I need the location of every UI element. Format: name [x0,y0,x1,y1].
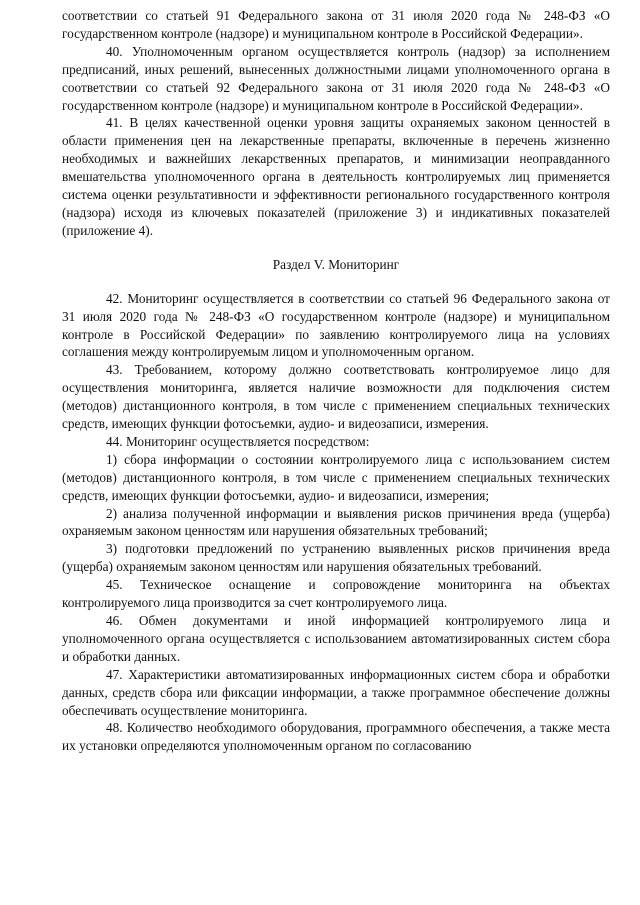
paragraph-48: 48. Количество необходимого оборудования, программного обеспечения, а также места их установки определяются уполномоченным органом по согласованию [62,720,610,754]
paragraph-44: 44. Мониторинг осуществляется посредством: [106,433,370,449]
section-heading: Раздел V. Мониторинг [272,256,400,272]
paragraph-43: 43. Требованием, которому должно соответствовать контролируемое лицо для осуществления мониторинга, является наличие возможности для подключения систем (методов) дистанционного контроля, в том числе с применением специальных технических средств, имеющих функции фотосъемки, аудио- и видеозаписи, измерения. [62,362,610,432]
paragraph-46: 46. Обмен документами и иной информацией контролируемого лица и уполномоченного органа осуществляется с использованием автоматизированных систем сбора и обработки данных. [62,613,610,664]
list-item-1: 1) сбора информации о состоянии контролируемого лица с использованием систем (методов) дистанционного контроля, в том числе с применением специальных технических средств, имеющих функции фотосъемки, аудио- и видеозаписи, измерения; [62,451,610,503]
paragraph-42: 42. Мониторинг осуществляется в соответствии со статьей 96 Федерального закона от 31 июля 2020 года № 248-ФЗ «О государственном контроле (надзоре) и муниципальном контроле в Российской Федерации» по заявлению контролируемого лица на условиях соглашения между контролируемым лицом и уполномоченным органом. [62,290,610,360]
paragraph-40: 40. Уполномоченным органом осуществляется контроль (надзор) за исполнением предписаний, иных решений, вынесенных должностными лицами уполномоченного органа в соответствии со статьей 92 Федерального закона от 31 июля 2020 года № 248-ФЗ «О государственном контроле (надзоре) и муниципальном контроле в Российской Федерации». [62,43,610,113]
paragraph-continuation: соответствии со статьей 91 Федерального закона от 31 июля 2020 года № 248-ФЗ «О государственном контроле (надзоре) и муниципальном контроле в Российской Федерации». [62,8,610,41]
list-item-3: 3) подготовки предложений по устранению выявленных рисков причинения вреда (ущерба) охраняемым законом ценностям или нарушения обязательных требований. [62,541,610,575]
paragraph-45: 45. Техническое оснащение и сопровождение мониторинга на объектах контролируемого лица производится за счет контролируемого лица. [62,577,610,611]
list-item-2: 2) анализа полученной информации и выявления рисков причинения вреда (ущерба) охраняемым законом ценностям или нарушения обязательных требований; [62,505,610,539]
paragraph-41: 41. В целях качественной оценки уровня защиты охраняемых законом ценностей в области применения цен на лекарственные препараты, включенные в перечень жизненно необходимых и важнейших лекарственных препаратов, и минимизации неоправданного вмешательства уполномоченного органа в деятельность контролируемых лиц применяется система оценки результативности и эффективности регионального государственного контроля (надзора) исходя из ключевых показателей (приложение 3) и индикативных показателей (приложение 4). [62,115,610,238]
paragraph-47: 47. Характеристики автоматизированных информационных систем сбора и обработки данных, средств сбора или фиксации информации, а также программное обеспечение должны обеспечивать осуществление мониторинга. [62,666,610,718]
